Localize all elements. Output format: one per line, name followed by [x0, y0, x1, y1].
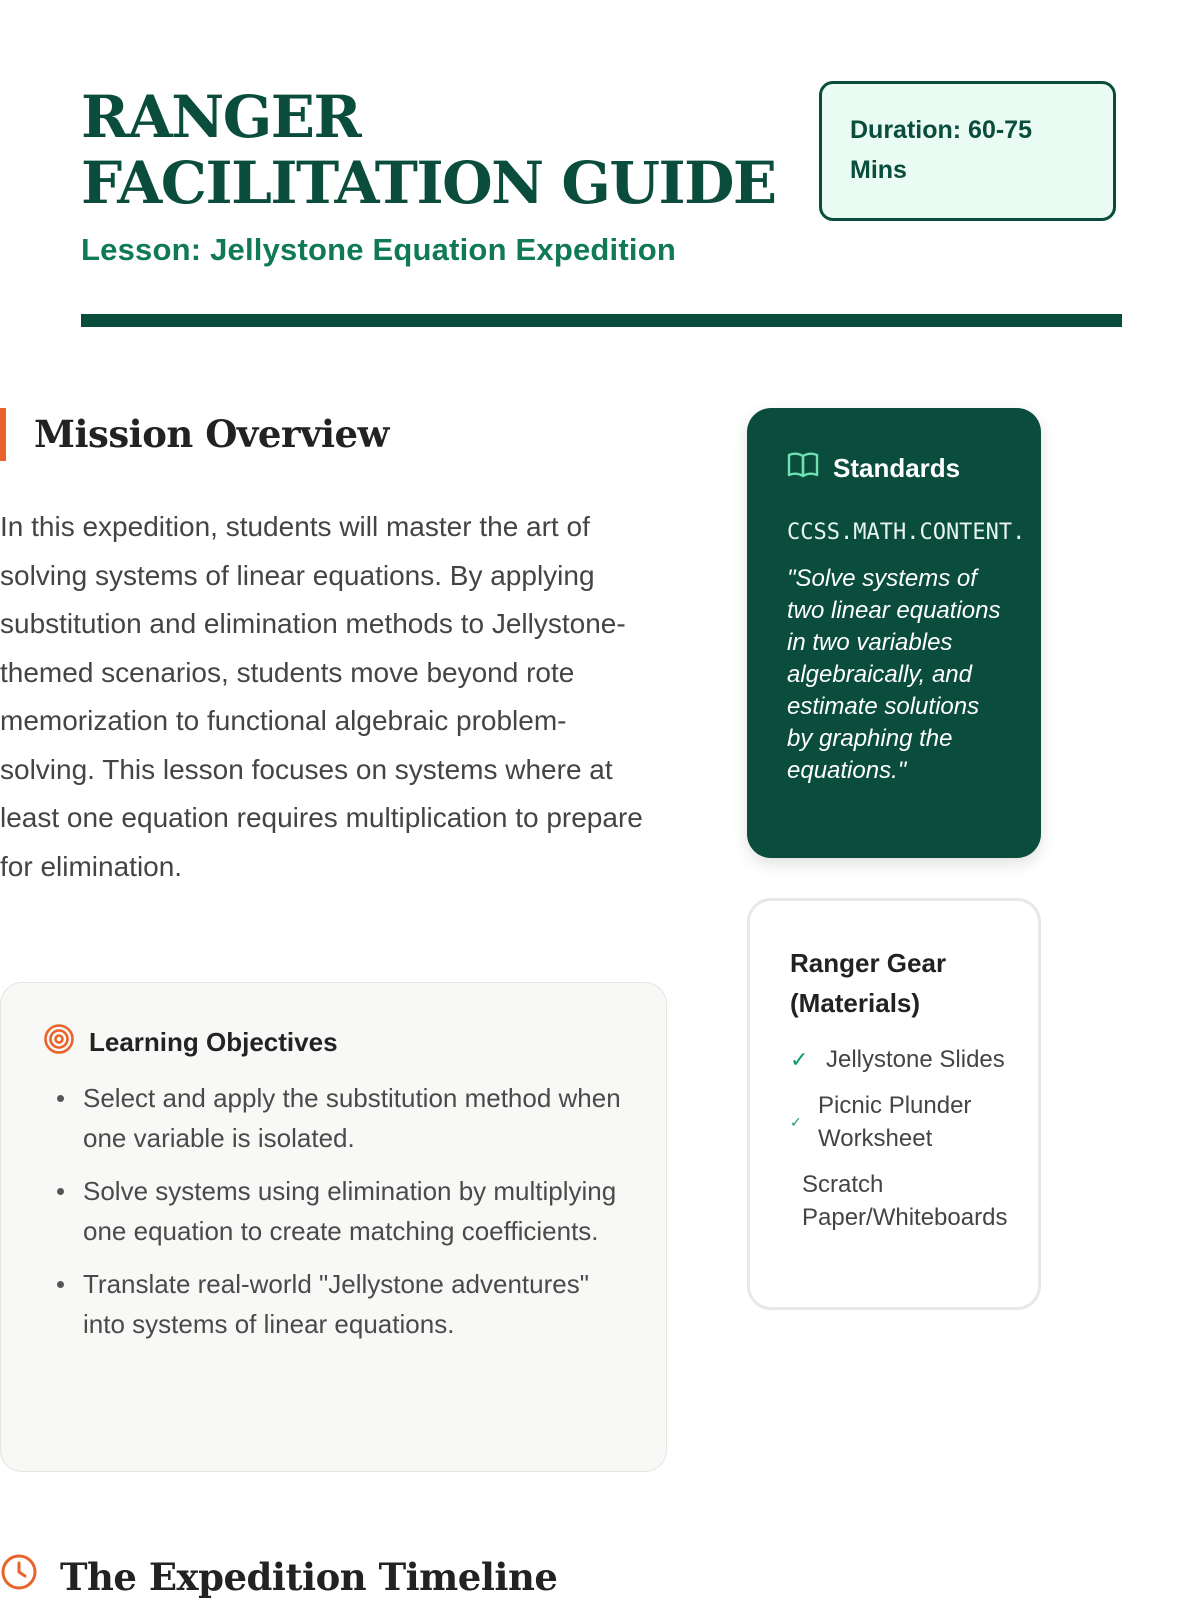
gear-item-label: Scratch Paper/Whiteboards	[802, 1171, 1008, 1231]
list-item: Select and apply the substitution method when one variable is isolated.	[83, 1078, 626, 1158]
ranger-gear-title: Ranger Gear (Materials)	[790, 948, 947, 1018]
expedition-timeline-heading	[0, 1553, 557, 1600]
standards-title: Standards	[833, 453, 961, 483]
learning-objectives-header	[43, 1023, 626, 1062]
header-divider	[81, 314, 1122, 327]
guide-header	[81, 0, 1097, 330]
duration-badge: Duration: 60-75 Mins	[819, 81, 1116, 221]
standards-code: CCSS.MATH.CONTENT.	[787, 520, 1026, 545]
standards-quote: "Solve systems of two linear equations in two variables algebraically, and estimate solutions by graphing the equations."	[787, 565, 1001, 784]
standards-card	[747, 408, 1041, 858]
page-title: RANGER FACILITATION GUIDE	[81, 83, 776, 217]
learning-objectives-card	[0, 982, 667, 1472]
list-item	[790, 1089, 1018, 1155]
learning-objectives-list	[43, 1078, 626, 1344]
book-open-icon	[787, 451, 819, 486]
target-icon	[43, 1023, 75, 1062]
list-item: Solve systems using elimination by multiplying one equation to create matching coefficients.	[83, 1171, 626, 1251]
expedition-timeline-title: The Expedition Timeline	[60, 1554, 558, 1599]
list-item: Translate real-world "Jellystone adventures" into systems of linear equations.	[83, 1264, 626, 1344]
clock-icon	[0, 1553, 38, 1600]
standards-header	[787, 451, 1041, 486]
ranger-gear-list	[790, 1043, 1018, 1234]
gear-item-label: Jellystone Slides	[826, 1046, 1005, 1073]
mission-overview-heading: Mission Overview	[0, 408, 389, 461]
list-item	[790, 1168, 1018, 1234]
gear-item-label: Picnic Plunder Worksheet	[818, 1092, 972, 1152]
check-icon: ✓	[790, 1113, 802, 1130]
mission-overview-text: In this expedition, students will master the art of solving systems of linear equations. By applying substitution and elimination methods to Jellystone-themed scenarios, students move beyond rote memorization to functional algebraic problem-solving. This lesson focuses on systems where at least one equation requires multiplication to prepare for elimination.	[0, 511, 643, 882]
check-icon: ✓	[790, 1046, 809, 1072]
lesson-subtitle: Lesson: Jellystone Equation Expedition	[81, 232, 676, 267]
list-item	[790, 1043, 1018, 1076]
ranger-gear-card	[747, 898, 1041, 1310]
learning-objectives-title: Learning Objectives	[89, 1027, 338, 1057]
